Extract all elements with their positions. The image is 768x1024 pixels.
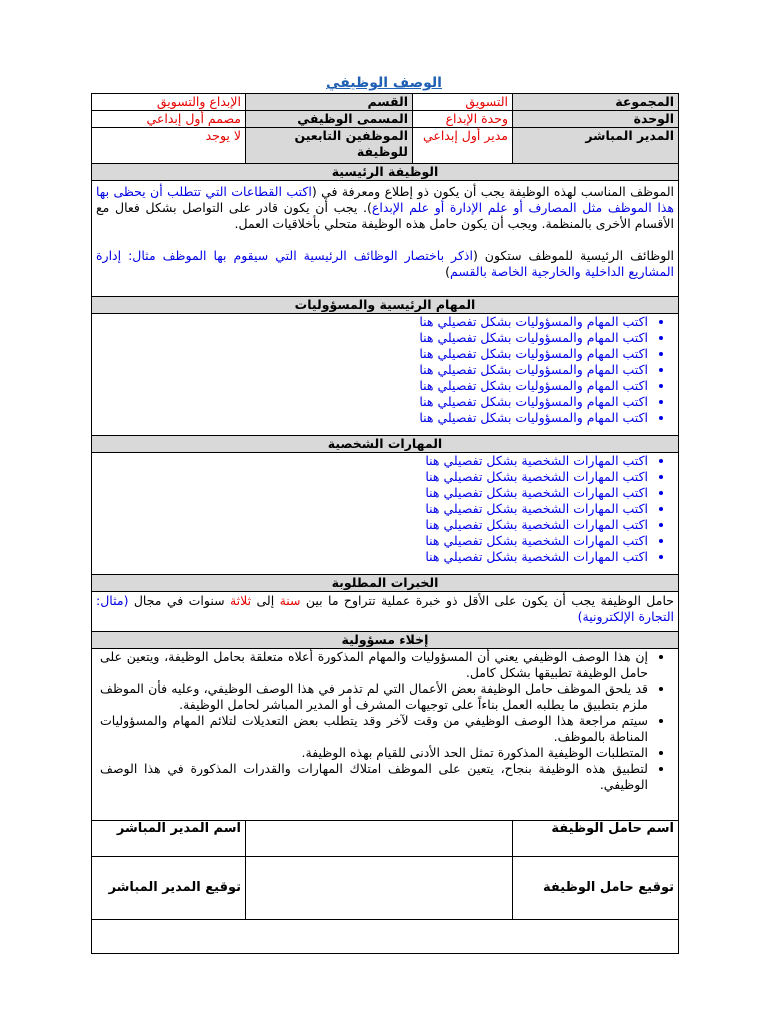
- holder-name-field[interactable]: [246, 821, 513, 857]
- section-label: القسم: [246, 94, 413, 111]
- experience-t2: إلى: [251, 593, 280, 608]
- list-item: • اكتب المهام والمسؤوليات بشكل تفصيلي هنا: [96, 410, 648, 426]
- list-item: • المتطلبات الوظيفية المذكورة تمثل الحد الأدنى للقيام بهذه الوظيفة.: [100, 745, 648, 761]
- holder-sign-label: توقيع حامل الوظيفة: [513, 857, 679, 920]
- experience-example: (مثال: التجارة الإلكترونية): [96, 593, 674, 624]
- main-job-paragraph-1: [96, 181, 674, 232]
- experience-max: ثلاثة: [229, 593, 252, 608]
- job-title-value: مصمم أول إبداعي: [92, 111, 246, 128]
- job-title-label: المسمى الوظيفي: [246, 111, 413, 128]
- manager-sign-label: توقيع المدير المباشر: [92, 857, 246, 920]
- tasks-list: [96, 314, 674, 426]
- list-item: • اكتب المهام والمسؤوليات بشكل تفصيلي هنا: [96, 378, 648, 394]
- main-job-body: [92, 181, 679, 297]
- row-unit: [92, 111, 679, 128]
- row-manager: [92, 128, 679, 164]
- p2-end: ): [445, 264, 451, 279]
- list-item: • اكتب المهام والمسؤوليات بشكل تفصيلي هنا: [96, 346, 648, 362]
- manager-value: مدير أول إبداعي: [413, 128, 513, 164]
- list-item: • إن هذا الوصف الوظيفي يعني أن المسؤوليات والمهام المذكورة أعلاه متعلقة بحامل الوظيفة، ويتعين على حامل الوظيفة تطبيقها بشكل كامل.: [100, 649, 648, 681]
- experience-t1: حامل الوظيفة يجب أن يكون على الأقل ذو خبرة عملية تتراوح ما بين: [300, 593, 675, 608]
- manager-name-label: اسم المدير المباشر: [92, 821, 246, 857]
- tasks-body: [92, 314, 679, 436]
- p2-start: الوظائف الرئيسية للموظف ستكون (: [472, 248, 674, 263]
- list-item: • لتطبيق هذه الوظيفة بنجاح، يتعين على الموظف امتلاك المهارات والقدرات المذكورة في هذا الوصف الوظيفي.: [100, 761, 648, 793]
- signature-name-row: [92, 821, 679, 857]
- unit-label: الوحدة: [513, 111, 679, 128]
- experience-body: [92, 592, 679, 632]
- holder-sign-field[interactable]: [246, 857, 513, 920]
- list-item: • اكتب المهارات الشخصية بشكل تفصيلي هنا: [96, 453, 648, 469]
- list-item: • اكتب المهارات الشخصية بشكل تفصيلي هنا: [96, 533, 648, 549]
- disclaimer-heading: إخلاء مسؤولية: [92, 632, 679, 649]
- disclaimer-body: [92, 649, 679, 821]
- list-item: • اكتب المهارات الشخصية بشكل تفصيلي هنا: [96, 485, 648, 501]
- list-item: • اكتب المهارات الشخصية بشكل تفصيلي هنا: [96, 549, 648, 565]
- list-item: • اكتب المهام والمسؤوليات بشكل تفصيلي هنا: [96, 330, 648, 346]
- unit-value: وحدة الإبداع: [413, 111, 513, 128]
- row-group: [92, 94, 679, 111]
- experience-heading: الخبرات المطلوبة: [92, 575, 679, 592]
- subordinates-label: الموظفين التابعين للوظيفة: [246, 128, 413, 164]
- subordinates-value: لا يوجد: [92, 128, 246, 164]
- group-label: المجموعة: [513, 94, 679, 111]
- main-job-paragraph-2: [96, 248, 674, 280]
- p1-end: ). يجب أن يكون قادر على التواصل بشكل فعال مع الأقسام الأخرى بالمنظمة. ويجب أن يكون حامل هذه الوظيفة متحلي بأخلاقيات العمل.: [96, 200, 674, 231]
- p1-placeholder: اكتب القطاعات التي تتطلب أن يحظى بها هذا الموظف مثل المصارف أو علم الإدارة أو علم الإبداع: [96, 184, 674, 215]
- skills-list: [96, 453, 674, 565]
- document-title: الوصف الوظيفي: [326, 75, 442, 91]
- p2-placeholder: اذكر باختصار الوظائف الرئيسية التي سيقوم بها الموظف مثال: إدارة المشاريع الداخلية والخارجية الخاصة بالقسم: [96, 248, 674, 279]
- manager-sign-field[interactable]: [92, 920, 679, 954]
- signature-sign-row: [92, 857, 679, 920]
- list-item: • اكتب المهام والمسؤوليات بشكل تفصيلي هنا: [96, 394, 648, 410]
- p1-start: الموظف المناسب لهذه الوظيفة يجب أن يكون ذو إطلاع ومعرفة في (: [311, 184, 675, 199]
- experience-min: سنة: [279, 593, 301, 608]
- section-value: الإبداع والتسويق: [92, 94, 246, 111]
- holder-name-label: اسم حامل الوظيفة: [513, 821, 679, 857]
- skills-heading: المهارات الشخصية: [92, 436, 679, 453]
- list-item: • سيتم مراجعة هذا الوصف الوظيفي من وقت لآخر وقد يتطلب بعض التعديلات لتلائم المهام والمسؤوليات المناطة بالموظف.: [100, 713, 648, 745]
- group-value: التسويق: [413, 94, 513, 111]
- list-item: • اكتب المهارات الشخصية بشكل تفصيلي هنا: [96, 469, 648, 485]
- list-item: • اكتب المهام والمسؤوليات بشكل تفصيلي هنا: [96, 314, 648, 330]
- disclaimer-list: [96, 649, 674, 793]
- list-item: • قد يلحق الموظف حامل الوظيفة بعض الأعمال التي لم تذمر في هذا الوصف الوظيفي، وعليه فأن الموظف ملزم بتطبيق ما يطلبه العمل بناءاً على توجيهات المشرف أو المدير المباشر لحامل الوظيفة.: [100, 681, 648, 713]
- tasks-heading: المهام الرئيسية والمسؤوليات: [92, 297, 679, 314]
- list-item: • اكتب المهارات الشخصية بشكل تفصيلي هنا: [96, 517, 648, 533]
- list-item: • اكتب المهارات الشخصية بشكل تفصيلي هنا: [96, 501, 648, 517]
- skills-body: [92, 453, 679, 575]
- list-item: • اكتب المهام والمسؤوليات بشكل تفصيلي هنا: [96, 362, 648, 378]
- main-job-heading: الوظيفة الرئيسية: [92, 164, 679, 181]
- experience-text: [96, 592, 674, 625]
- manager-label: المدير المباشر: [513, 128, 679, 164]
- job-description-table: [91, 93, 679, 954]
- experience-t3: سنوات في مجال: [128, 593, 230, 608]
